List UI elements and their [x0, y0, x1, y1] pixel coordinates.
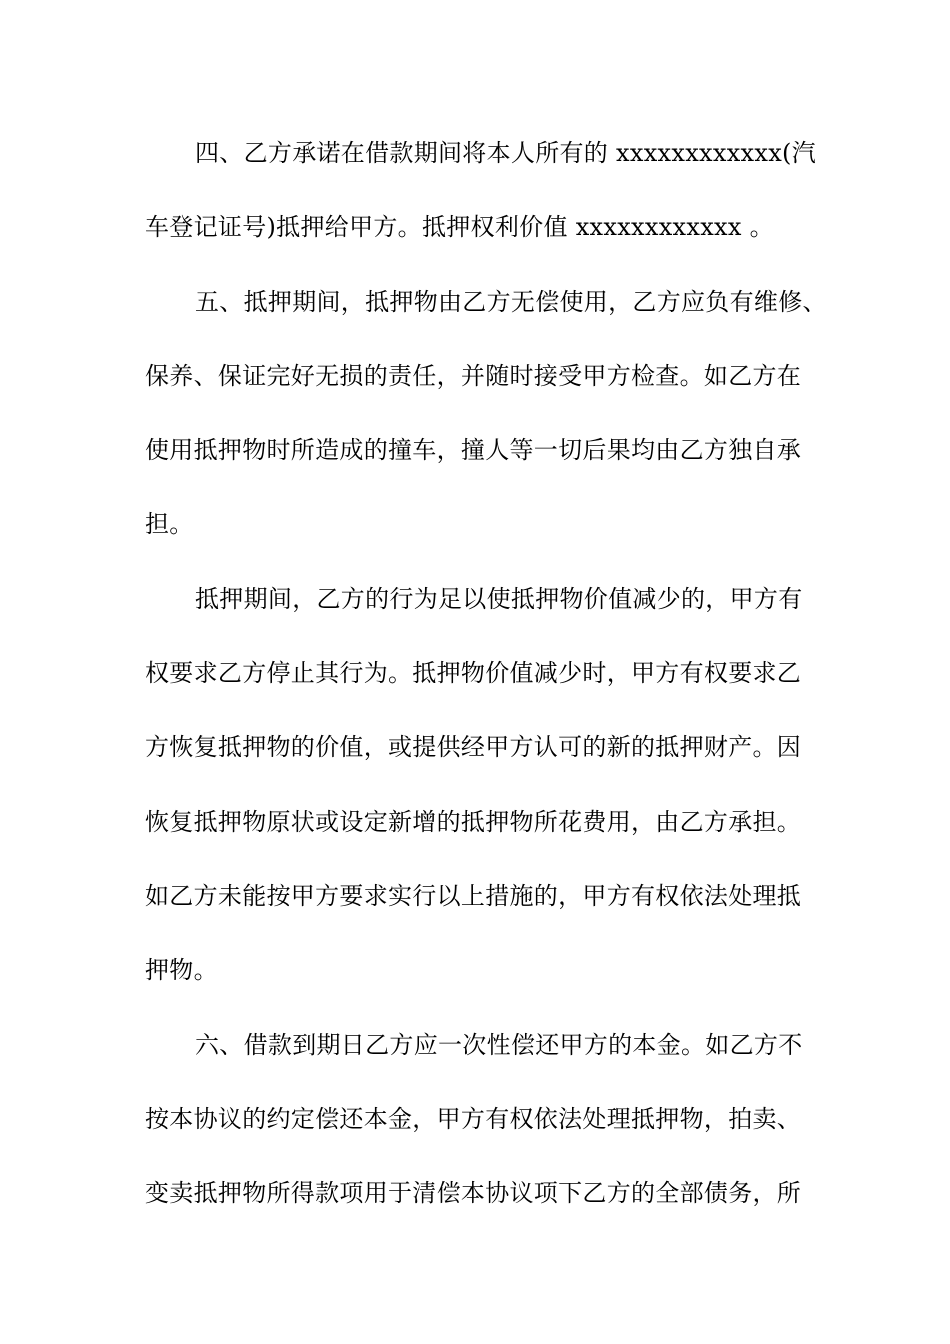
mortgage-paragraph-line-2: 权要求乙方停止其行为。抵押物价值减少时，甲方有权要求乙 [145, 659, 802, 687]
mortgage-paragraph-line-5: 如乙方未能按甲方要求实行以上措施的，甲方有权依法处理抵 [145, 882, 802, 910]
clause-6-line-2: 按本协议的约定偿还本金，甲方有权依法处理抵押物，拍卖、 [145, 1105, 802, 1133]
mortgage-paragraph-line-4: 恢复抵押物原状或设定新增的抵押物所花费用，由乙方承担。 [145, 808, 802, 836]
mortgage-paragraph-line-3: 方恢复抵押物的价值，或提供经甲方认可的新的抵押财产。因 [145, 733, 802, 761]
mortgage-paragraph-line-6: 押物。 [145, 956, 218, 984]
mortgage-paragraph-line-1: 抵押期间，乙方的行为足以使抵押物价值减少的，甲方有 [195, 585, 803, 613]
clause-5-line-2: 保养、保证完好无损的责任，并随时接受甲方检查。如乙方在 [145, 362, 802, 390]
clause-4-line-1: 四、乙方承诺在借款期间将本人所有的 xxxxxxxxxxxx(汽 [195, 139, 817, 167]
clause-5-line-3: 使用抵押物时所造成的撞车，撞人等一切后果均由乙方独自承 [145, 436, 802, 464]
clause-5-line-4: 担。 [145, 510, 194, 538]
clause-5-line-1: 五、抵押期间，抵押物由乙方无偿使用，乙方应负有维修、 [195, 288, 827, 316]
clause-4-line-2: 车登记证号)抵押给甲方。抵押权利价值 xxxxxxxxxxxx 。 [145, 213, 774, 241]
clause-6-line-3: 变卖抵押物所得款项用于清偿本协议项下乙方的全部债务，所 [145, 1179, 802, 1207]
clause-6-line-1: 六、借款到期日乙方应一次性偿还甲方的本金。如乙方不 [195, 1031, 803, 1059]
